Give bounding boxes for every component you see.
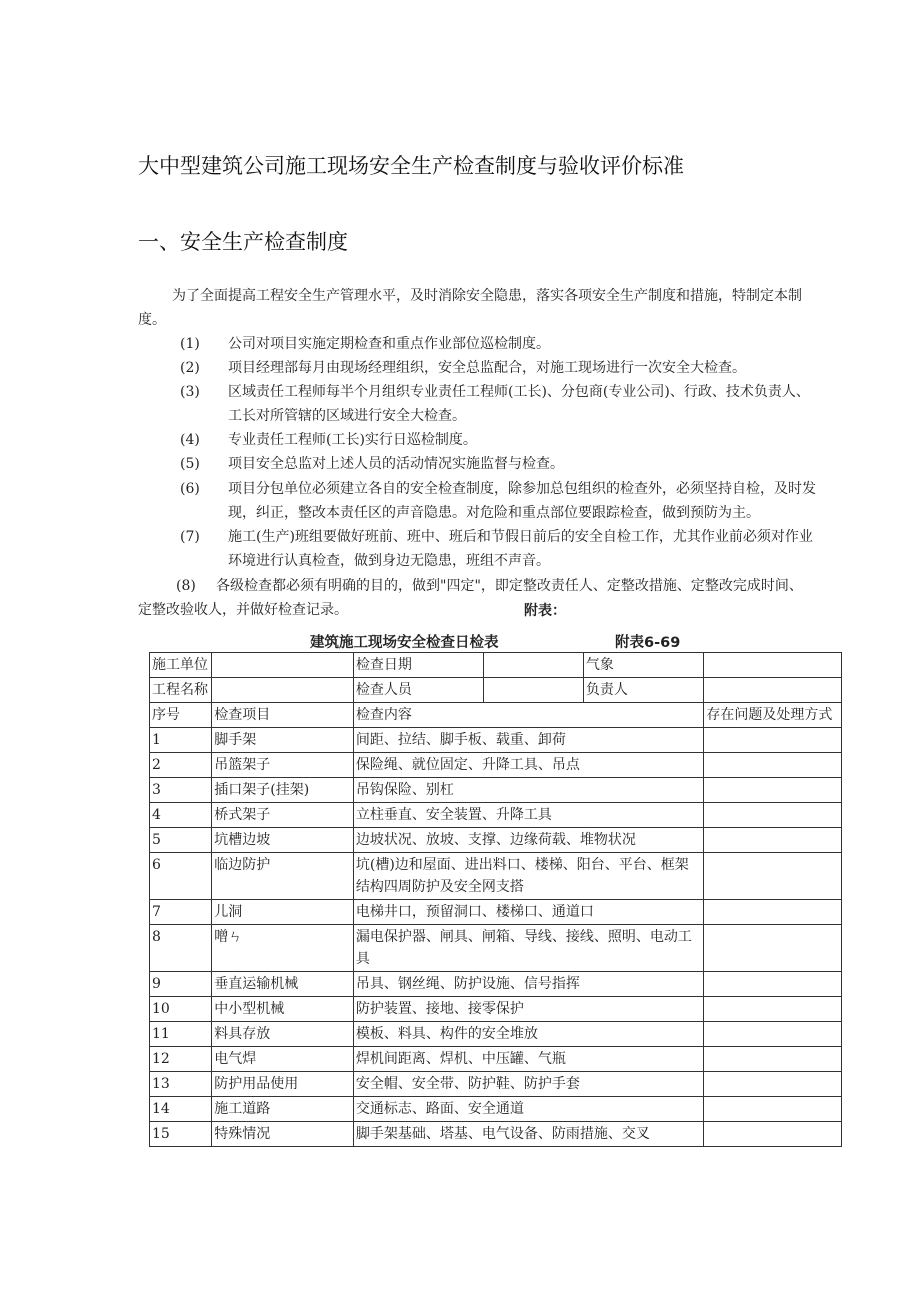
row-item: 垂直运输机械 <box>212 972 354 997</box>
row-content: 吊钩保险、别杠 <box>353 778 704 803</box>
row-item: 特殊情况 <box>212 1122 354 1147</box>
row-content: 吊具、钢丝绳、防护设施、信号指挥 <box>353 972 704 997</box>
row-number: 9 <box>150 972 212 997</box>
table-reference: 附表6-69 <box>615 635 681 651</box>
responsible-value-cell[interactable] <box>704 678 842 703</box>
row-issues-cell[interactable] <box>704 1047 842 1072</box>
table-row <box>150 1122 842 1147</box>
row-item: 儿洞 <box>212 900 354 925</box>
item-4-text: 专业责任工程师(工长)实行日巡检制度。 <box>228 432 477 448</box>
row-item: 施工道路 <box>212 1097 354 1122</box>
row-number: 13 <box>150 1072 212 1097</box>
row-item: 防护用品使用 <box>212 1072 354 1097</box>
table-row <box>150 925 842 972</box>
row-issues-cell[interactable] <box>704 803 842 828</box>
item-3-number: (3) <box>180 384 200 400</box>
header-row-2 <box>150 678 842 703</box>
item-3-text-line-2: 工长对所管辖的区域进行安全大检查。 <box>228 408 466 424</box>
row-content: 电梯井口，预留洞口、楼梯口、通道口 <box>353 900 704 925</box>
unit-value-cell[interactable] <box>212 653 354 678</box>
row-item: 插口架子(挂架) <box>212 778 354 803</box>
intro-line-2: 度。 <box>138 312 166 328</box>
row-number: 5 <box>150 828 212 853</box>
row-issues-cell[interactable] <box>704 997 842 1022</box>
row-issues-cell[interactable] <box>704 1122 842 1147</box>
intro-line-1: 为了全面提高工程安全生产管理水平，及时消除安全隐患，落实各项安全生产制度和措施，特制定本制 <box>172 288 802 304</box>
item-2-text: 项目经理部每月由现场经理组织，安全总监配合，对施工现场进行一次安全大检查。 <box>228 360 746 376</box>
weather-label: 气象 <box>583 653 704 678</box>
table-row <box>150 1097 842 1122</box>
item-7-text-line-2: 环境进行认真检查，做到身边无隐患，班组不声音。 <box>228 553 550 569</box>
appendix-label: 附表： <box>524 603 566 619</box>
row-number: 12 <box>150 1047 212 1072</box>
row-item: 电气焊 <box>212 1047 354 1072</box>
project-label: 工程名称 <box>150 678 212 703</box>
row-number: 2 <box>150 753 212 778</box>
row-item: 脚手架 <box>212 728 354 753</box>
row-issues-cell[interactable] <box>704 1097 842 1122</box>
table-row <box>150 728 842 753</box>
item-8-text-line-2: 定整改验收人，并做好检查记录。 <box>138 602 348 618</box>
row-number: 8 <box>150 925 212 972</box>
row-content: 保险绳、就位固定、升降工具、吊点 <box>353 753 704 778</box>
row-issues-cell[interactable] <box>704 900 842 925</box>
row-item: 中小型机械 <box>212 997 354 1022</box>
row-content: 坑(槽)边和屋面、进出料口、楼梯、阳台、平台、框架结构四周防护及安全网支搭 <box>353 853 704 900</box>
item-6-text-line-1: 项目分包单位必须建立各自的安全检查制度，除参加总包组织的检查外，必须坚持自检，及时发 <box>228 481 816 497</box>
item-5-number: (5) <box>180 456 200 472</box>
row-number: 4 <box>150 803 212 828</box>
table-row <box>150 753 842 778</box>
item-1-number: (1) <box>180 336 200 352</box>
row-item: 噌ㄣ <box>212 925 354 972</box>
row-content: 脚手架基础、塔基、电气设备、防雨措施、交叉 <box>353 1122 704 1147</box>
row-number: 6 <box>150 853 212 900</box>
section-heading: 一、安全生产检查制度 <box>138 230 348 254</box>
row-number: 15 <box>150 1122 212 1147</box>
row-issues-cell[interactable] <box>704 778 842 803</box>
row-content: 安全帽、安全带、防护鞋、防护手套 <box>353 1072 704 1097</box>
item-8-number: (8) <box>176 578 196 594</box>
row-item: 料具存放 <box>212 1022 354 1047</box>
table-row <box>150 972 842 997</box>
table-row <box>150 803 842 828</box>
date-label: 检查日期 <box>353 653 484 678</box>
row-content: 边坡状况、放坡、支撑、边缘荷载、堆物状况 <box>353 828 704 853</box>
inspection-table <box>149 652 842 1147</box>
table-row <box>150 900 842 925</box>
column-issues: 存在问题及处理方式 <box>704 703 842 728</box>
responsible-label: 负责人 <box>583 678 704 703</box>
row-item: 吊篮架子 <box>212 753 354 778</box>
unit-label: 施工单位 <box>150 653 212 678</box>
row-number: 14 <box>150 1097 212 1122</box>
row-content: 漏电保护器、闸具、闸箱、导线、接线、照明、电动工具 <box>353 925 704 972</box>
weather-value-cell[interactable] <box>704 653 842 678</box>
row-content: 间距、拉结、脚手板、载重、卸荷 <box>353 728 704 753</box>
inspector-value-cell[interactable] <box>484 678 583 703</box>
item-4-number: (4) <box>180 432 200 448</box>
row-number: 10 <box>150 997 212 1022</box>
header-row-1 <box>150 653 842 678</box>
row-issues-cell[interactable] <box>704 1072 842 1097</box>
table-title: 建筑施工现场安全检查日检表 <box>310 635 499 651</box>
item-6-text-line-2: 现，纠正，整改本责任区的声音隐患。对危险和重点部位要跟踪检查，做到预防为主。 <box>228 505 760 521</box>
table-row <box>150 997 842 1022</box>
column-header-row <box>150 703 842 728</box>
table-row <box>150 828 842 853</box>
row-number: 1 <box>150 728 212 753</box>
document-title: 大中型建筑公司施工现场安全生产检查制度与验收评价标准 <box>138 154 684 178</box>
item-3-text-line-1: 区域责任工程师每半个月组织专业责任工程师(工长)、分包商(专业公司)、行政、技术负责人、 <box>228 384 810 400</box>
item-5-text: 项目安全总监对上述人员的活动情况实施监督与检查。 <box>228 456 564 472</box>
item-2-number: (2) <box>180 360 200 376</box>
item-8-text-line-1: 各级检查都必须有明确的目的，做到"四定"，即定整改责任人、定整改措施、定整改完成时间、 <box>216 578 803 594</box>
row-issues-cell[interactable] <box>704 853 842 900</box>
item-7-text-line-1: 施工(生产)班组要做好班前、班中、班后和节假日前后的安全自检工作，尤其作业前必须对作业 <box>228 529 813 545</box>
row-item: 临边防护 <box>212 853 354 900</box>
row-item: 坑槽边坡 <box>212 828 354 853</box>
item-6-number: (6) <box>180 481 200 497</box>
date-value-cell[interactable] <box>484 653 583 678</box>
item-1-text: 公司对项目实施定期检查和重点作业部位巡检制度。 <box>228 336 550 352</box>
row-issues-cell[interactable] <box>704 972 842 997</box>
row-issues-cell[interactable] <box>704 728 842 753</box>
row-issues-cell[interactable] <box>704 753 842 778</box>
row-content: 焊机间距离、焊机、中压罐、气瓶 <box>353 1047 704 1072</box>
table-body <box>150 728 842 1147</box>
table-row <box>150 853 842 900</box>
row-content: 模板、料具、构件的安全堆放 <box>353 1022 704 1047</box>
table-row <box>150 1072 842 1097</box>
column-item: 检查项目 <box>212 703 354 728</box>
table-row <box>150 778 842 803</box>
table-row <box>150 1047 842 1072</box>
row-number: 3 <box>150 778 212 803</box>
inspector-label: 检查人员 <box>353 678 484 703</box>
row-number: 7 <box>150 900 212 925</box>
row-content: 交通标志、路面、安全通道 <box>353 1097 704 1122</box>
table-row <box>150 1022 842 1047</box>
column-no: 序号 <box>150 703 212 728</box>
column-content: 检查内容 <box>353 703 704 728</box>
row-item: 桥式架子 <box>212 803 354 828</box>
item-7-number: (7) <box>180 529 200 545</box>
row-issues-cell[interactable] <box>704 925 842 972</box>
project-value-cell[interactable] <box>212 678 354 703</box>
row-number: 11 <box>150 1022 212 1047</box>
row-issues-cell[interactable] <box>704 1022 842 1047</box>
row-content: 立柱垂直、安全装置、升降工具 <box>353 803 704 828</box>
row-content: 防护装置、接地、接零保护 <box>353 997 704 1022</box>
row-issues-cell[interactable] <box>704 828 842 853</box>
